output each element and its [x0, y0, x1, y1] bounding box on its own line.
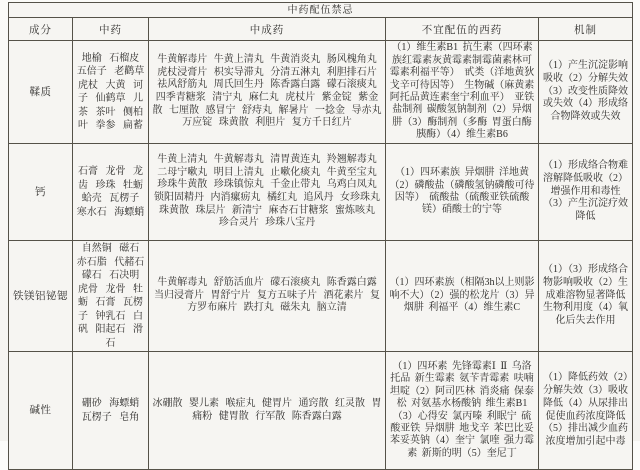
western-drugs-cell: （1）四环素族（相隔3h以上则影响不大）（2）强的松龙片（3）异烟肼 利福平（4）维生素C [386, 241, 539, 352]
patent-medicines-cell: 牛黄解毒片 牛黄上清丸 牛黄消炎丸 肠风槐角丸 虎杖浸膏片 枳实导滞丸 分清五淋丸 利胆排石片 祛风舒筋丸 周氏回生丹 陈香露白露 礞石滚痰丸 四季青糖浆 清宁丸 麻仁丸 虎杖片 紫金锭 紫金散 七厘散 感冒宁 舒痔丸 解暑片 一捻金 导赤丸 万应锭 珠黄散 利胆片 复方千日红片 [149, 41, 386, 144]
mechanism-cell: （1）降低药效（2）分解失效（3）吸收降低（4）从尿排出促使血药浓度降低（5）排出减少血药浓度增加引起中毒 [539, 352, 633, 470]
table-title: 中药配伍禁忌 [9, 3, 633, 18]
western-drugs-cell: （1）四环素 先锋霉素Ⅰ Ⅱ 乌洛托品 新生霉素 氨苄青霉素 呋喃坦啶（2）阿司匹林 消炎痛 保泰松 对氨基水杨酸钠 维生素B1（3）心得安 氯丙嗪 利眠宁 硫酸亚铁 异烟肼 地戈辛 苯巴比妥 苯妥英钠（4）奎宁 氯喹 强力霉素 新斯的明（5）奎尼丁 [386, 352, 539, 470]
table-row-calcium [9, 144, 633, 241]
component-cell: 鞣质 [9, 41, 73, 144]
western-drugs-cell: （1）四环素族 异烟肼 洋地黄（2）磷酸盐（磷酸氢钠磷酸可待因等） 硫酸盐（硫酸亚铁硫酸镁）硝酸士的宁等 [386, 144, 539, 241]
col-header-component: 成分 [9, 18, 73, 41]
western-drugs-cell: （1）维生素B1 抗生素（四环素族红霉素灰黄霉素制霉菌素林可霉素利福平等） 甙类（洋地黄狄戈辛可待因等） 生物碱（麻黄素阿托品黄连素奎宁利血平） 亚铁盐制剂 碳酸氢钠制剂（2）异烟肼（3）酶制剂（多酶 胃蛋白酶 胰酶）（4）维生素B6 [386, 41, 539, 144]
table-row-tannin [9, 41, 633, 144]
herbs-cell: 自然铜 磁石 赤石脂 代赭石 礞石 石决明 虎骨 龙骨 牡蛎 石膏 瓦楞子 钟乳石 白矾 阳起石 滑石 [73, 241, 149, 352]
herbs-cell: 硼砂 海螵蛸 瓦楞子 皂角 [73, 352, 149, 470]
component-cell: 钙 [9, 144, 73, 241]
mechanism-cell: （1）（3）形成络合物影响吸收（2）生成难溶物显著降低生物利用度（4）氧化后失去作用 [539, 241, 633, 352]
component-cell: 铁镁铝铋锶 [9, 241, 73, 352]
mechanism-cell: （1）形成络合物难溶解降低吸收（2）增强作用和毒性（3）产生沉淀疗效降低 [539, 144, 633, 241]
patent-medicines-cell: 牛黄上清丸 牛黄解毒丸 清胃黄连丸 羚翘解毒丸 二母宁嗽丸 明目上清丸 止嗽化痰丸 牛黄至宝丸 珍珠牛黄散 珍珠镇惊丸 千金止带丸 乌鸡白凤丸 锁阳固精丹 内消瘰疬丸 橘红丸 追风丹 女珍珠丸 珠黄散 珠层片 新清宁 麻杏石甘糖浆 蜜炼咳丸 珍合灵片 珍珠八宝丹 [149, 144, 386, 241]
col-header-mechanism: 机制 [539, 18, 633, 41]
title-row [9, 3, 633, 18]
table-row-metal-salts [9, 241, 633, 352]
component-cell: 碱性 [9, 352, 73, 470]
mechanism-cell: （1）产生沉淀影响吸收（2）分解失效（3）改变性质降效或失效（4）形成络合物降效或失效 [539, 41, 633, 144]
col-header-herbs: 中药 [73, 18, 149, 41]
herbs-cell: 石膏 龙骨 龙齿 珍珠 牡蛎 蛤壳 瓦楞子 寒水石 海螵蛸 [73, 144, 149, 241]
patent-medicines-cell: 牛黄解毒丸 舒筋活血片 礞石滚痰丸 陈香露白露 当归浸膏片 胃舒宁片 复方五味子片 酒花素片 复方罗布麻片 跌打丸 磁朱丸 脑立清 [149, 241, 386, 352]
col-header-western-drugs: 不宜配伍的西药 [386, 18, 539, 41]
table-row-alkaline [9, 352, 633, 470]
header-row [9, 18, 633, 41]
tcm-compatibility-table [8, 2, 633, 470]
col-header-patent-medicines: 中成药 [149, 18, 386, 41]
herbs-cell: 地榆 石榴皮 五倍子 老鹳草 虎杖 大黄 诃子 仙鹤草 儿茶 茶叶 侧柏叶 拳参 扁蓄 [73, 41, 149, 144]
patent-medicines-cell: 冰硼散 婴儿素 喉症丸 健胃片 通窍散 红灵散 胃痛粉 健胃散 行军散 陈香露白露 [149, 352, 386, 470]
